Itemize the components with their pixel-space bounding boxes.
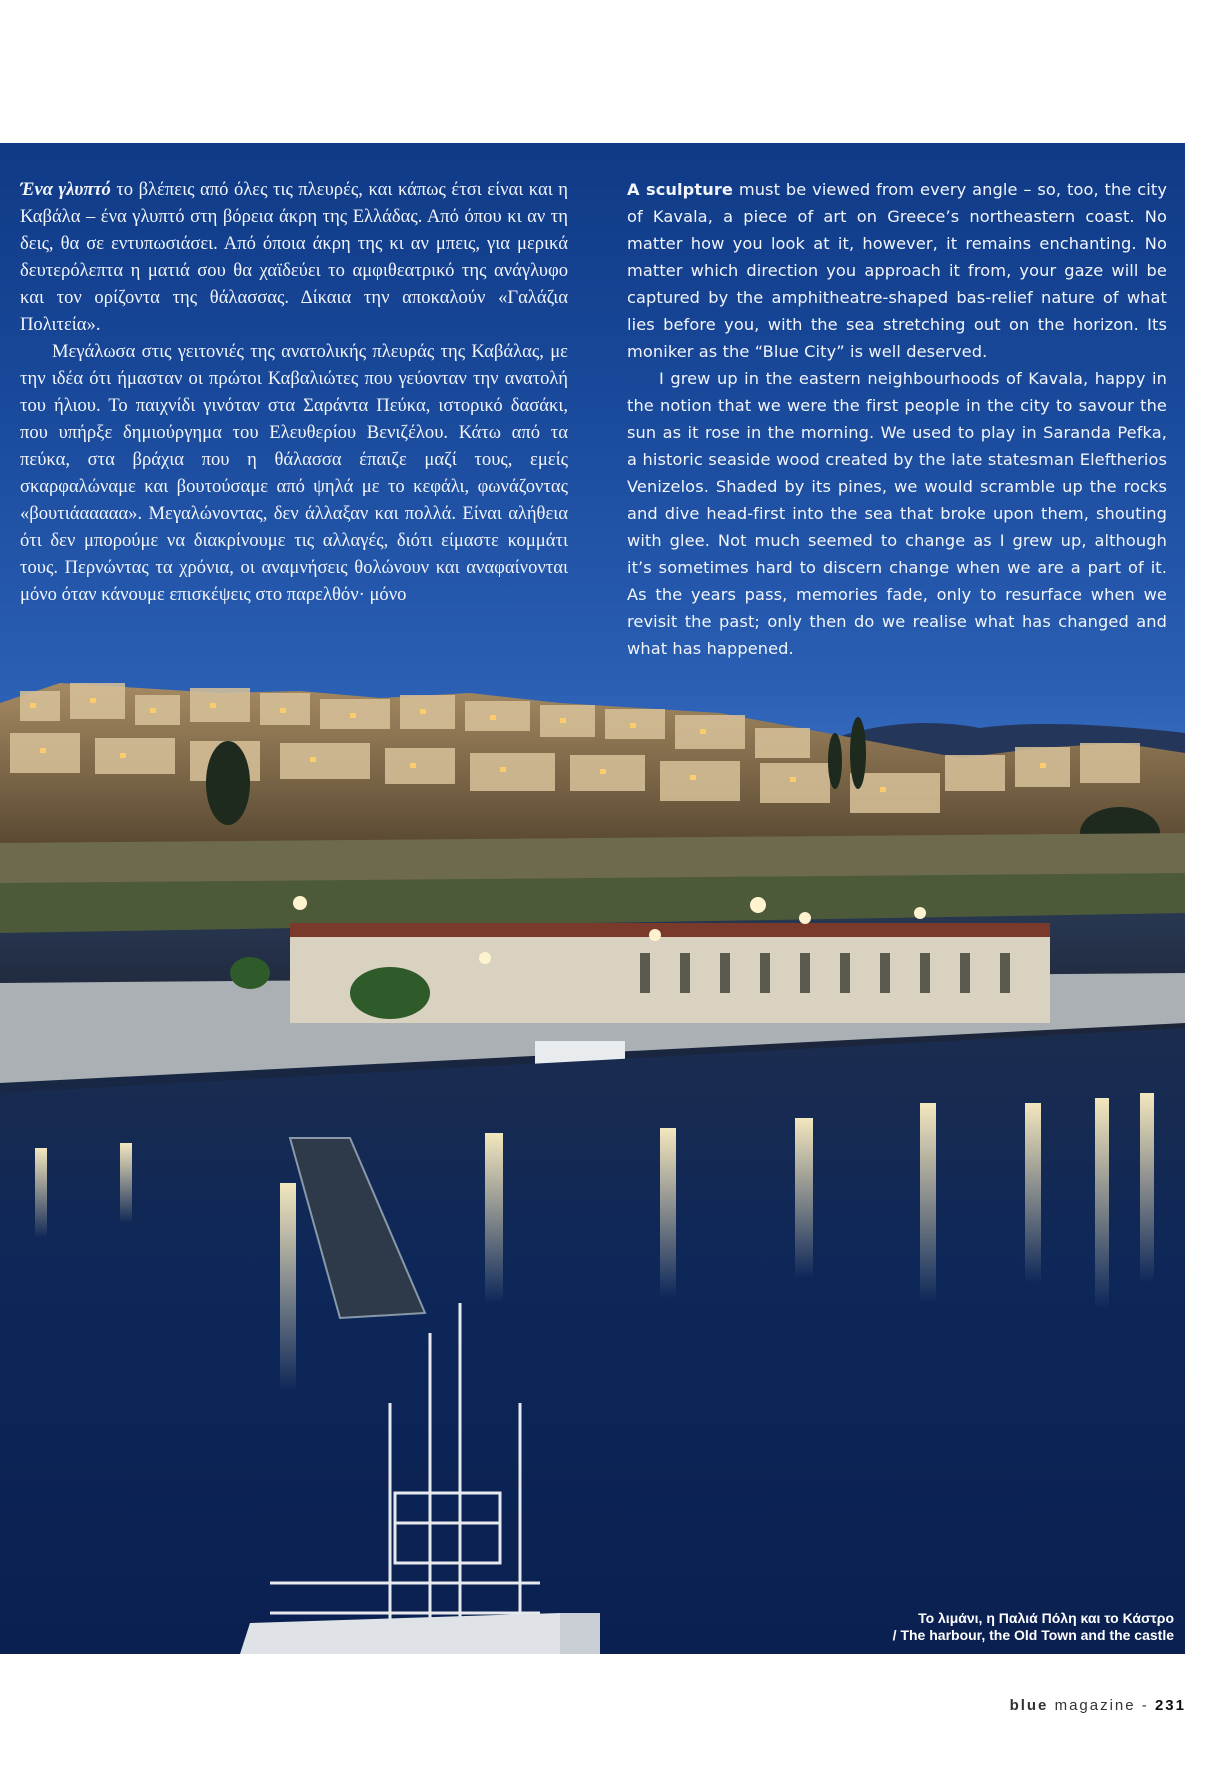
english-paragraph-1-text: must be viewed from every angle – so, too, the city of Kavala, a piece of art on Greece’s northeastern coast. No matter how you look at it, however, it remains enchanting. No matter which direction you approach it from, your gaze will be captured by the amphitheatre-shaped bas-relief nature of what lies before you, with the sea stretching out on the horizon. Its moniker as the “Blue City” is well deserved. <box>627 180 1167 361</box>
english-paragraph-2: I grew up in the eastern neighbourhoods of Kavala, happy in the notion that we were the first people in the city to savour the sun as it rose in the morning. We used to play in Saranda Pefka, a historic seaside wood created by the late statesman Eleftherios Venizelos. Shaded by its pines, we would scramble up the rocks and dive head-first into the sea that broke upon them, shouting with glee. Not much seemed to change as I grew up, although it’s sometimes hard to discern change when we are a part of it. As the years pass, memories fade, only to resurface when we revisit the past; only then do we realise what has changed and what has happened. <box>627 369 1167 658</box>
greek-paragraph-2: Μεγάλωσα στις γειτονιές της ανατολικής πλευράς της Καβάλας, με την ιδέα ότι ήμασταν οι πρώτοι Καβαλιώτες που γεύονταν την ανατολή του ήλιου. Το παιχνίδι γινόταν στα Σαράντα Πεύκα, ιστορικό δασάκι, που υπήρξε δημιούργημα του Ελευθερίου Βενιζέλου. Κάτω από τα πεύκα, στα βράχια που η θάλασσα έπαιζε μαζί τους, εμείς σκαρφαλώναμε και βουτούσαμε από ψηλά με το κεφάλι, φωνάζοντας «βουτιάααααα». Μεγαλώνοντας, δεν άλλαξαν και πολλά. Είναι αλήθεια ότι δεν μπορούμε να διακρίνουμε τις αλλαγές, διότι είμαστε κομμάτι τους. Περνώντας τα χρόνια, οι αναμνήσεις θολώνουν και αναφαίνονται μόνο όταν κάνουμε επισκέψεις στο παρελθόν· μόνο <box>20 341 568 605</box>
page-number: 231 <box>1154 1697 1186 1714</box>
english-text-column <box>627 176 1167 662</box>
greek-lead: Ένα γλυπτό <box>20 179 111 200</box>
greek-paragraph-1 <box>20 176 568 338</box>
caption-english: / The harbour, the Old Town and the castle <box>892 1627 1174 1643</box>
photo-caption <box>893 1610 1174 1644</box>
english-lead: A sculpture <box>627 180 733 199</box>
footer-brand: blue <box>1009 1697 1049 1714</box>
caption-greek: Το λιμάνι, η Παλιά Πόλη και το Κάστρο <box>918 1610 1174 1626</box>
page-footer <box>1010 1697 1186 1714</box>
greek-paragraph-1-text: το βλέπεις από όλες τις πλευρές, και κάπως έτσι είναι και η Καβάλα – ένα γλυπτό στη βόρεια άκρη της Ελλάδας. Από όπου κι αν τη δεις, θα σε εντυπωσιάσει. Από όποια άκρη της κι αν μπεις, για μερικά δευτερόλεπτα η ματιά σου θα χαϊδεύει το αμφιθεατρικό της ανάγλυφο και τον ορίζοντα της θάλασσας. Δίκαια την αποκαλούν «Γαλάζια Πολιτεία». <box>20 179 568 335</box>
footer-magazine: magazine <box>1048 1697 1136 1714</box>
footer-separator: - <box>1135 1697 1155 1714</box>
english-paragraph-1 <box>627 176 1167 365</box>
greek-text-column <box>20 176 568 608</box>
